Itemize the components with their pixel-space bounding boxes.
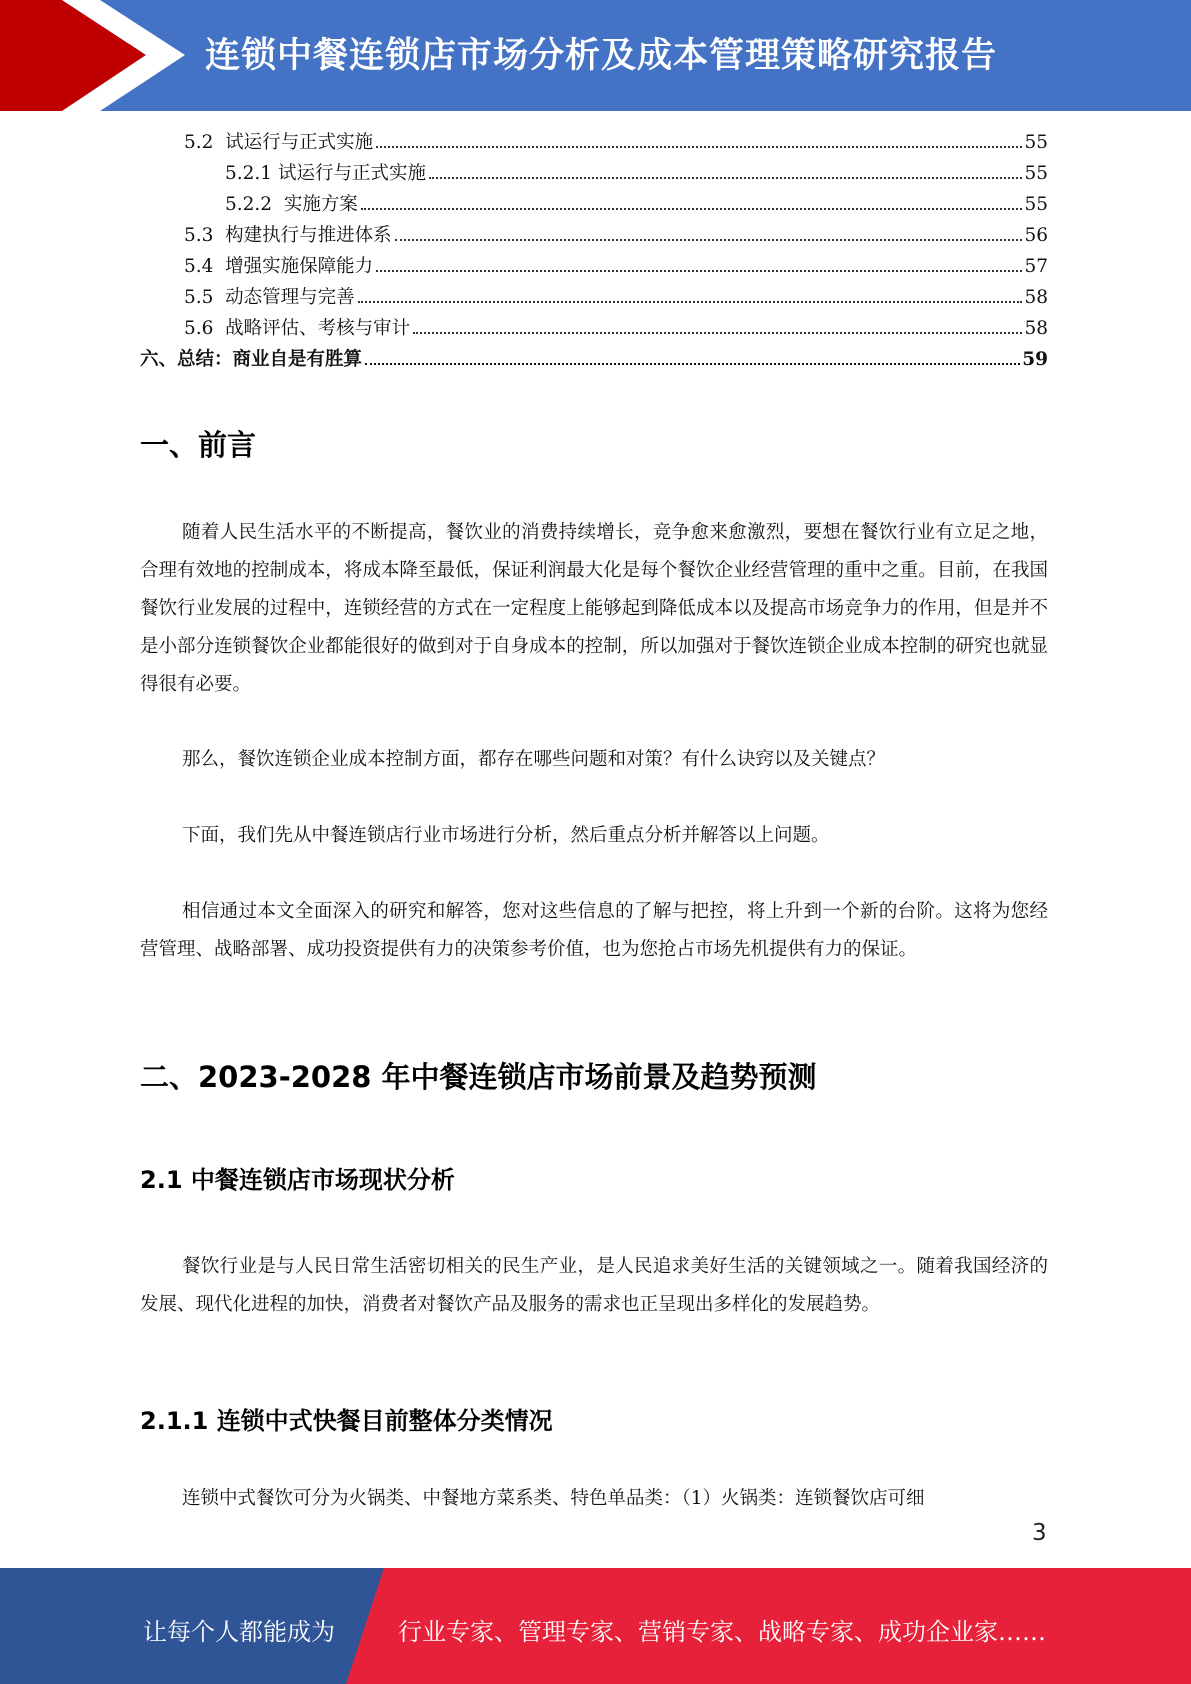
toc-entry[interactable] [140,190,1048,221]
toc-entry[interactable] [140,314,1048,345]
toc-entry[interactable] [140,283,1048,314]
toc-entry-label: 六、总结：商业自是有胜算 [140,349,363,370]
subsubsection-heading: 2.1.1 连锁中式快餐目前整体分类情况 [140,1407,553,1435]
toc-entry[interactable] [140,221,1048,252]
toc-leader-dots [376,146,1022,148]
toc-entry-page: 55 [1024,163,1048,184]
toc-entry-label: 5.5 动态管理与完善 [184,287,355,308]
toc-entry-page: 57 [1024,256,1048,277]
toc-entry-page: 56 [1024,225,1048,246]
toc-entry-page: 58 [1024,287,1048,308]
page-footer [0,1568,1191,1684]
preface-paragraph: 那么，餐饮连锁企业成本控制方面，都存在哪些问题和对策？有什么诀窍以及关键点？ [182,749,886,770]
toc-entry[interactable] [140,128,1048,159]
preface-paragraph: 随着人民生活水平的不断提高，餐饮业的消费持续增长，竞争愈来愈激烈，要想在餐饮行业有立足之地，合理有效地的控制成本，将成本降至最低，保证利润最大化是每个餐饮企业经营管理的重中之重。目前，在我国餐饮行业发展的过程中，连锁经营的方式在一定程度上能够起到降低成本以及提高市场竞争力的作用，但是并不是小部分连锁餐饮企业都能很好的做到对于自身成本的控制，所以加强对于餐饮连锁企业成本控制的研究也就显得很有必要。 [140,522,1048,695]
toc-entry[interactable] [140,345,1048,376]
table-of-contents [140,128,1048,376]
toc-entry-page: 59 [1022,349,1048,370]
report-title: 连锁中餐连锁店市场分析及成本管理策略研究报告 [205,36,998,76]
preface-paragraph: 相信通过本文全面深入的研究和解答，您对这些信息的了解与把控，将上升到一个新的台阶。这将为您经营管理、战略部署、成功投资提供有力的决策参考价值，也为您抢占市场先机提供有力的保证。 [140,901,1048,960]
toc-leader-dots [413,332,1022,334]
section-heading-preface: 一、前言 [140,428,257,462]
toc-entry-label: 5.2 试运行与正式实施 [184,132,374,153]
toc-entry[interactable] [140,252,1048,283]
toc-entry-label: 5.6 战略评估、考核与审计 [184,318,411,339]
toc-entry-page: 55 [1024,194,1048,215]
toc-entry-page: 55 [1024,132,1048,153]
preface-paragraph: 下面，我们先从中餐连锁店行业市场进行分析，然后重点分析并解答以上问题。 [182,825,830,846]
page-number: 3 [1032,1520,1047,1546]
toc-leader-dots [361,208,1023,210]
toc-entry-label: 5.4 增强实施保障能力 [184,256,374,277]
toc-entry[interactable] [140,159,1048,190]
page-header [0,0,1191,111]
body-paragraph: 餐饮行业是与人民日常生活密切相关的民生产业，是人民追求美好生活的关键领域之一。随着我国经济的发展、现代化进程的加快，消费者对餐饮产品及服务的需求也正呈现出多样化的发展趋势。 [140,1256,1048,1315]
toc-entry-page: 58 [1024,318,1048,339]
footer-slogan-right: 行业专家、管理专家、营销专家、战略专家、成功企业家…… [398,1618,1046,1646]
section-heading-forecast: 二、2023-2028 年中餐连锁店市场前景及趋势预测 [140,1060,817,1094]
footer-slogan-left: 让每个人都能成为 [143,1618,335,1646]
toc-entry-label: 5.2.1 试运行与正式实施 [225,163,426,184]
toc-leader-dots [395,239,1023,241]
toc-leader-dots [376,270,1022,272]
body-paragraph: 连锁中式餐饮可分为火锅类、中餐地方菜系类、特色单品类：（1）火锅类：连锁餐饮店可细 [182,1488,925,1509]
toc-leader-dots [358,301,1023,303]
toc-entry-label: 5.3 构建执行与推进体系 [184,225,392,246]
toc-leader-dots [365,363,1020,365]
toc-leader-dots [429,177,1022,179]
subsection-heading: 2.1 中餐连锁店市场现状分析 [140,1166,455,1194]
toc-entry-label: 5.2.2 实施方案 [225,194,358,215]
